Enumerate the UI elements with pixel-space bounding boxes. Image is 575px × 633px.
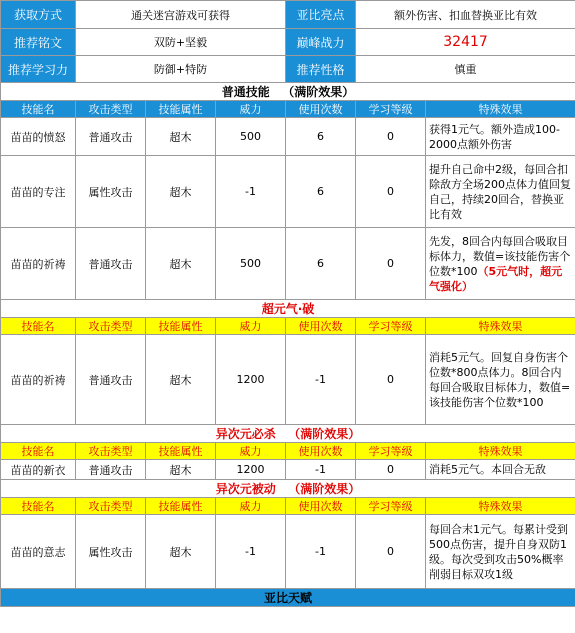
col-header: 特殊效果 bbox=[426, 498, 575, 515]
info-key: 推荐学习力 bbox=[1, 56, 76, 83]
skill-name: 苗苗的专注 bbox=[1, 156, 76, 228]
section-suffix: （满阶效果） bbox=[288, 482, 361, 496]
col-header: 使用次数 bbox=[286, 498, 356, 515]
col-header: 学习等级 bbox=[356, 443, 426, 460]
section-title-kill bbox=[1, 425, 575, 443]
col-header: 攻击类型 bbox=[76, 101, 146, 118]
section-suffix: （满阶效果） bbox=[282, 85, 355, 99]
skill-power: -1 bbox=[216, 156, 286, 228]
section-suffix: （满阶效果） bbox=[288, 427, 361, 441]
skill-effect: 提升自己命中2级，每回合扣除敌方全场200点体力值回复自己，持续20回合，替换亚比有效 bbox=[426, 156, 575, 228]
info-value: 防御+特防 bbox=[76, 56, 286, 83]
column-header-row bbox=[1, 101, 575, 118]
talent-header: 亚比天赋 bbox=[1, 589, 575, 607]
skill-name: 苗苗的意志 bbox=[1, 515, 76, 589]
info-value: 额外伤害、扣血替换亚比有效 bbox=[356, 1, 575, 29]
skill-effect: 每回合末1元气。每累计受到500点伤害，提升自身双防1级。每次受到攻击50%概率削弱目标双攻1级 bbox=[426, 515, 575, 589]
col-header: 使用次数 bbox=[286, 318, 356, 335]
skill-row bbox=[1, 460, 575, 480]
section-title: 超元气·破 bbox=[1, 300, 575, 318]
col-header: 技能属性 bbox=[146, 443, 216, 460]
col-header: 技能名 bbox=[1, 318, 76, 335]
column-header-row bbox=[1, 318, 575, 335]
skill-attr: 超木 bbox=[146, 118, 216, 156]
skill-level: 0 bbox=[356, 335, 426, 425]
skill-name: 苗苗的愤怒 bbox=[1, 118, 76, 156]
info-row bbox=[1, 56, 575, 83]
info-row bbox=[1, 1, 575, 29]
col-header: 技能名 bbox=[1, 498, 76, 515]
skill-type: 属性攻击 bbox=[76, 156, 146, 228]
skill-type: 普通攻击 bbox=[76, 118, 146, 156]
skill-effect-text: 先发，8回合内每回合吸取目标体力，数值=该技能伤害个位数*100 bbox=[429, 234, 571, 278]
skill-attr: 超木 bbox=[146, 515, 216, 589]
skill-name: 苗苗的祈祷 bbox=[1, 335, 76, 425]
section-title-normal bbox=[1, 83, 575, 101]
info-row bbox=[1, 29, 575, 56]
section-title: 普通技能 bbox=[221, 85, 270, 99]
column-header-row bbox=[1, 498, 575, 515]
col-header: 技能名 bbox=[1, 443, 76, 460]
col-header: 学习等级 bbox=[356, 101, 426, 118]
skill-attr: 超木 bbox=[146, 460, 216, 480]
info-key: 推荐铭文 bbox=[1, 29, 76, 56]
col-header: 攻击类型 bbox=[76, 498, 146, 515]
col-header: 威力 bbox=[216, 318, 286, 335]
skill-name: 苗苗的新衣 bbox=[1, 460, 76, 480]
skill-level: 0 bbox=[356, 228, 426, 300]
info-value: 通关迷宫游戏可获得 bbox=[76, 1, 286, 29]
col-header: 攻击类型 bbox=[76, 318, 146, 335]
skill-level: 0 bbox=[356, 515, 426, 589]
skill-uses: -1 bbox=[286, 460, 356, 480]
info-key: 巅峰战力 bbox=[286, 29, 356, 56]
col-header: 特殊效果 bbox=[426, 443, 575, 460]
skill-type: 普通攻击 bbox=[76, 460, 146, 480]
col-header: 技能名 bbox=[1, 101, 76, 118]
skill-effect bbox=[426, 228, 575, 300]
skill-name: 苗苗的祈祷 bbox=[1, 228, 76, 300]
col-header: 威力 bbox=[216, 101, 286, 118]
skill-effect-highlight: （5元气时，超元气强化） bbox=[429, 264, 563, 293]
skill-level: 0 bbox=[356, 460, 426, 480]
skill-type: 普通攻击 bbox=[76, 228, 146, 300]
skill-uses: 6 bbox=[286, 156, 356, 228]
skill-power: 500 bbox=[216, 118, 286, 156]
skill-row bbox=[1, 228, 575, 300]
section-title: 异次元被动 bbox=[215, 482, 276, 496]
col-header: 技能属性 bbox=[146, 101, 216, 118]
col-header: 特殊效果 bbox=[426, 318, 575, 335]
skill-effect: 消耗5元气。回复自身伤害个位数*800点体力。8回合内每回合吸取目标体力，数值=该技能伤害个位数*100 bbox=[426, 335, 575, 425]
col-header: 威力 bbox=[216, 443, 286, 460]
info-value: 双防+坚毅 bbox=[76, 29, 286, 56]
col-header: 威力 bbox=[216, 498, 286, 515]
column-header-row bbox=[1, 443, 575, 460]
info-key: 获取方式 bbox=[1, 1, 76, 29]
skill-effect: 消耗5元气。本回合无敌 bbox=[426, 460, 575, 480]
skill-level: 0 bbox=[356, 118, 426, 156]
col-header: 技能属性 bbox=[146, 498, 216, 515]
skill-uses: -1 bbox=[286, 515, 356, 589]
col-header: 技能属性 bbox=[146, 318, 216, 335]
skill-attr: 超木 bbox=[146, 335, 216, 425]
skill-attr: 超木 bbox=[146, 156, 216, 228]
combat-power-value: 32417 bbox=[356, 29, 575, 56]
col-header: 学习等级 bbox=[356, 318, 426, 335]
skill-uses: -1 bbox=[286, 335, 356, 425]
col-header: 使用次数 bbox=[286, 443, 356, 460]
col-header: 学习等级 bbox=[356, 498, 426, 515]
col-header: 攻击类型 bbox=[76, 443, 146, 460]
skill-uses: 6 bbox=[286, 118, 356, 156]
skill-attr: 超木 bbox=[146, 228, 216, 300]
info-key: 亚比亮点 bbox=[286, 1, 356, 29]
skill-power: 1200 bbox=[216, 460, 286, 480]
info-value: 慎重 bbox=[356, 56, 575, 83]
section-title-passive bbox=[1, 480, 575, 498]
skill-level: 0 bbox=[356, 156, 426, 228]
col-header: 使用次数 bbox=[286, 101, 356, 118]
section-title-super bbox=[1, 300, 575, 318]
col-header: 特殊效果 bbox=[426, 101, 575, 118]
section-title: 异次元必杀 bbox=[215, 427, 276, 441]
info-key: 推荐性格 bbox=[286, 56, 356, 83]
skill-power: 500 bbox=[216, 228, 286, 300]
talent-header-row bbox=[1, 589, 575, 607]
skill-uses: 6 bbox=[286, 228, 356, 300]
skill-type: 属性攻击 bbox=[76, 515, 146, 589]
skill-row bbox=[1, 156, 575, 228]
skill-type: 普通攻击 bbox=[76, 335, 146, 425]
skill-row bbox=[1, 515, 575, 589]
skill-row bbox=[1, 118, 575, 156]
skill-effect: 获得1元气。额外造成100-2000点额外伤害 bbox=[426, 118, 575, 156]
skill-power: -1 bbox=[216, 515, 286, 589]
skill-power: 1200 bbox=[216, 335, 286, 425]
skill-row bbox=[1, 335, 575, 425]
